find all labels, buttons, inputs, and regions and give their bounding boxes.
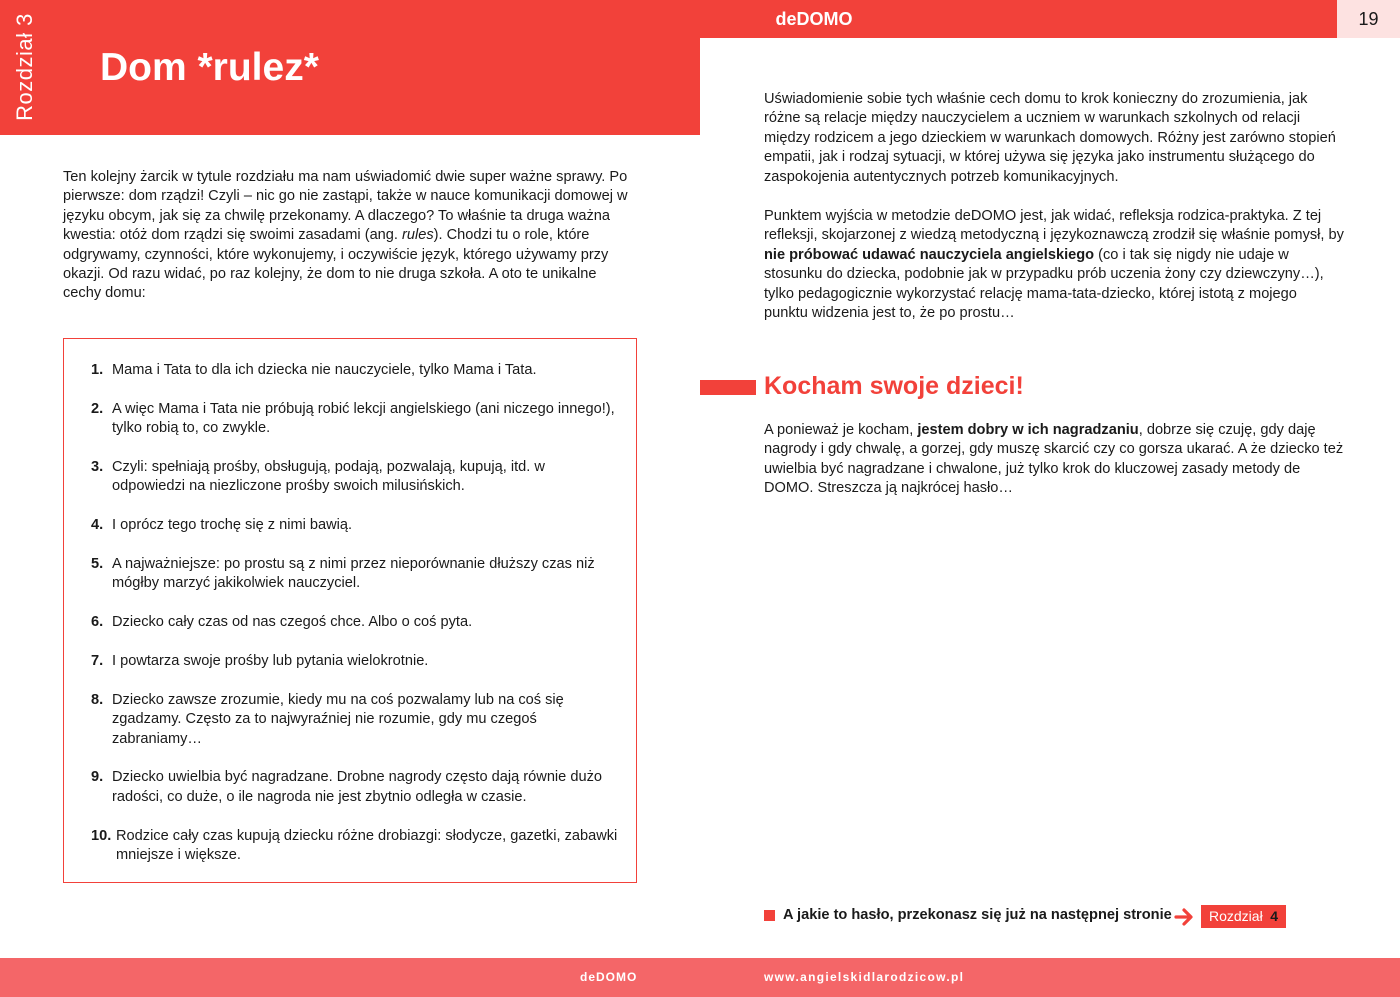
intro-text-1: Ten kolejny żarcik w tytule rozdziału ma nam uświadomić dwie super ważne sprawy. Po pierwsze: dom rządzi! Czyli – nic go nie zastąpi, także w nauce komunikacji domowej w języku obcym, jak się za chwilę przekonamy. A dlaczego? To właśnie ta druga ważna kwestia: otóż dom rządzi się swoimi zasadami (ang. [63, 169, 628, 244]
page-number: 19 [1337, 0, 1400, 38]
list-item [91, 458, 621, 497]
paragraph-bold-text: jestem dobry w ich nagradzaniu [917, 422, 1139, 438]
list-item-text: Rodzice cały czas kupują dziecku różne drobiazgi: słodycze, gazetki, zabawki mniejsze i większe. [116, 827, 618, 864]
list-item-text: I powtarza swoje prośby lub pytania wielokrotnie. [112, 653, 429, 669]
list-item-number: 6. [91, 614, 104, 631]
right-paragraph-3 [764, 421, 1344, 499]
chapter-tab-label: Rozdział 3 [12, 13, 37, 121]
chapter-tab [0, 0, 50, 135]
paragraph-bold-text: nie próbować udawać nauczyciela angielskiego [764, 246, 1095, 263]
footer [0, 958, 1400, 997]
next-chapter-label: Rozdział [1209, 908, 1263, 924]
list-item-text: I oprócz tego trochę się z nimi bawią. [112, 517, 353, 534]
next-chapter-link[interactable] [1201, 905, 1286, 928]
list-item-text: A więc Mama i Tata nie próbują robić lekcji angielskiego (ani niczego innego!), tylko robią to, co zwykle. [112, 400, 615, 437]
list-item-number: 7. [91, 653, 104, 669]
intro-paragraph [63, 168, 638, 304]
home-rules-list [91, 361, 621, 885]
page-title: Dom *rulez* [100, 46, 319, 89]
list-item-number: 1. [91, 362, 104, 378]
list-item-text: Dziecko cały czas od nas czegoś chce. Albo o coś pyta. [112, 614, 473, 631]
intro-italic: rules [402, 227, 434, 244]
home-rules-box [63, 338, 637, 883]
list-item-number: 3. [91, 459, 104, 475]
list-item-number: 9. [91, 769, 104, 786]
list-item [91, 613, 621, 632]
section-marker [700, 380, 756, 395]
next-chapter-number: 4 [1270, 908, 1278, 924]
list-item [91, 768, 621, 807]
list-item [91, 827, 621, 866]
list-item-text: Czyli: spełniają prośby, obsługują, podają, pozwalają, kupują, itd. w odpowiedzi na niezliczone prośby swoich milusińskich. [112, 459, 545, 495]
header-brand: deDOMO [775, 9, 853, 29]
list-item-number: 8. [91, 691, 104, 708]
list-item-number: 5. [91, 556, 104, 572]
intro-text-2: ). Chodzi tu o role, które odgrywamy, czynności, które wykonujemy, i oczywiście język, którego używamy przy okazji. Od razu widać, po raz kolejny, że dom to nie druga szkoła. A oto te unikalne cechy domu: [63, 227, 609, 302]
right-paragraph-2 [764, 207, 1344, 323]
teaser-text: A jakie to hasło, przekonasz się już na następnej stronie [783, 907, 1172, 923]
arrow-right-icon [1174, 906, 1194, 928]
list-item-text: Mama i Tata to dla ich dziecka nie nauczyciele, tylko Mama i Tata. [112, 362, 537, 378]
square-bullet-icon [764, 910, 775, 921]
list-item-text: A najważniejsze: po prostu są z nimi przez nieporównanie dłuższy czas niż mógłby marzyć jakikolwiek nauczyciel. [112, 556, 595, 592]
list-item-text: Dziecko zawsze zrozumie, kiedy mu na coś pozwalamy lub na coś się zgadzamy. Często za to najwyraźniej nie rozumie, gdy mu czegoś zabraniamy… [112, 691, 564, 747]
list-item [91, 555, 621, 594]
list-item-number: 10. [91, 827, 112, 844]
paragraph-text: Punktem wyjścia w metodzie deDOMO jest, jak widać, refleksja rodzica-praktyka. Z tej refleksji, skojarzonej z wiedzą metodyczną i językoznawczą zrodził się właśnie pomysł, by [764, 208, 1344, 244]
list-item-number: 4. [91, 517, 104, 534]
section-heading: Kocham swoje dzieci! [764, 372, 1024, 400]
right-paragraph-1: Uświadomienie sobie tych właśnie cech domu to krok konieczny do zrozumienia, jak różne są relacje między nauczycielem a uczniem w warunkach szkolnych od relacji między rodzicem a jego dzieckiem w warunkach domowych. Różny jest zarówno stopień empatii, jak i rodzaj sytuacji, w której używa się języka jako instrumentu służącego do zaspokojenia autentycznych potrzeb komunikacyjnych. [764, 91, 1336, 185]
list-item [91, 652, 621, 671]
paragraph-text: (co i tak się nigdy nie udaje w stosunku do dziecka, podobnie jak w przypadku prób uczenia żony czy dziewczyny…), tylko pedagogicznie wykorzystać relację mama-tata-dziecko, której istotą z mojego punktu widzenia jest to, że po prostu… [764, 246, 1324, 322]
list-item-number: 2. [91, 400, 104, 417]
paragraph-text: A ponieważ je kocham, [764, 422, 918, 438]
paragraph-text: , dobrze się czuję, gdy daję nagrody i gdy chwalę, a gorzej, gdy muszę skarcić czy co gorsza ukarać. A że dziecko też uwielbia być nagradzane i chwalone, już tylko krok do kluczowej zasady metody de DOMO. Streszcza ją najkrócej hasło… [764, 422, 1344, 497]
footer-website-link[interactable]: www.angielskidlarodzicow.pl [764, 970, 965, 984]
list-item [91, 516, 621, 535]
list-item-text: Dziecko uwielbia być nagradzane. Drobne nagrody często dają równie dużo radości, co duże, o ile nagroda nie jest zbytnio odległa w czasie. [112, 769, 602, 805]
list-item [91, 691, 621, 749]
list-item [91, 361, 621, 380]
footer-brand: deDOMO [580, 970, 638, 984]
list-item [91, 400, 621, 439]
